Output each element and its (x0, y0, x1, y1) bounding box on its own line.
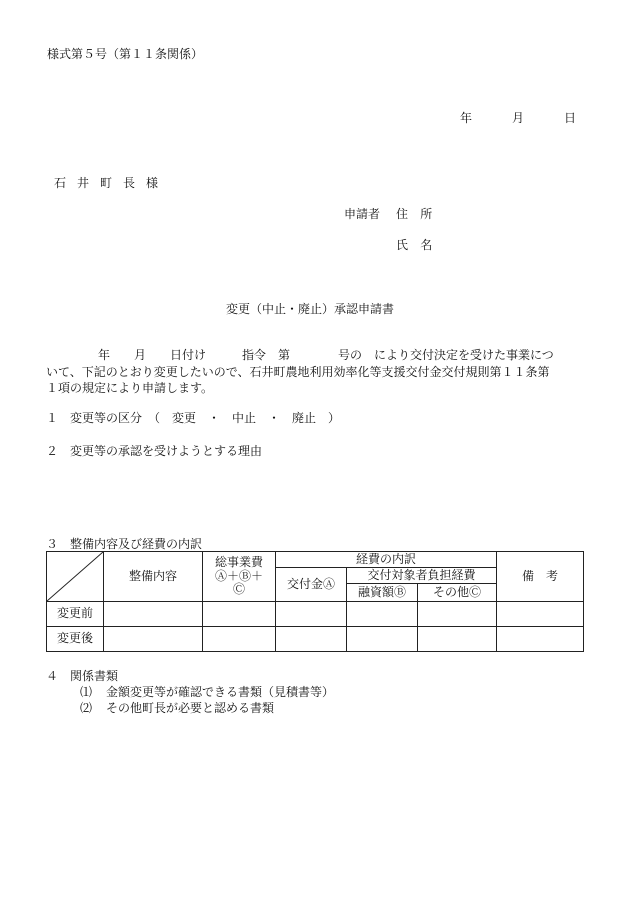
cell-before-other[interactable] (418, 602, 497, 627)
body-line-1: 年 月 日付け 指令 第 号の により交付決定を受けた事業につ (98, 348, 554, 362)
body-line-2: いて、下記のとおり変更したいので、石井町農地利用効率化等支援交付金交付規則第１１条第 (46, 365, 550, 379)
cell-before-content[interactable] (104, 602, 203, 627)
cell-after-remarks[interactable] (497, 627, 584, 652)
section2-reason: ２ 変更等の承認を受けようとする理由 (46, 444, 263, 458)
header-loan: 融資額Ⓑ (347, 584, 418, 602)
diagonal-line (47, 552, 103, 601)
cell-after-loan[interactable] (347, 627, 418, 652)
addressee: 石 井 町 長 様 (54, 176, 162, 190)
cell-after-other[interactable] (418, 627, 497, 652)
row-label-after: 変更後 (47, 627, 104, 652)
header-other: その他Ⓒ (418, 584, 497, 602)
table-corner-cell (47, 552, 104, 602)
cell-after-grant[interactable] (276, 627, 347, 652)
section4-item-1-num: ⑴ (80, 685, 93, 699)
header-content: 整備内容 (104, 552, 203, 602)
cell-before-loan[interactable] (347, 602, 418, 627)
table-row (47, 602, 584, 627)
applicant-name-label: 氏 名 (396, 238, 437, 252)
body-line-3: １項の規定により申請します。 (46, 381, 214, 395)
section4-label: ４ 関係書類 (46, 669, 119, 683)
header-total-line3: Ⓒ (232, 582, 245, 597)
section4-item-1-text: 金額変更等が確認できる書類（見積書等） (106, 685, 335, 699)
cell-before-total[interactable] (203, 602, 276, 627)
section4-item-2-text: その他町長が必要と認める書類 (106, 701, 275, 715)
applicant-label: 申請者 (344, 207, 381, 221)
date-year: 年 (460, 111, 473, 125)
header-remarks: 備 考 (497, 552, 584, 602)
cell-before-grant[interactable] (276, 602, 347, 627)
form-number: 様式第５号（第１１条関係） (47, 47, 204, 61)
header-grant: 交付金Ⓐ (276, 568, 347, 602)
date-month: 月 (512, 111, 525, 125)
header-total (203, 552, 276, 602)
header-burden: 交付対象者負担経費 (347, 568, 497, 584)
row-label-before: 変更前 (47, 602, 104, 627)
header-breakdown: 経費の内訳 (276, 552, 497, 568)
section3-label: ３ 整備内容及び経費の内訳 (46, 537, 203, 551)
budget-table (46, 551, 584, 652)
document-title: 変更（中止・廃止）承認申請書 (226, 302, 395, 316)
section1-change-type: １ 変更等の区分 （ 変更 ・ 中止 ・ 廃止 ） (46, 411, 341, 425)
cell-before-remarks[interactable] (497, 602, 584, 627)
header-total-line1: 総事業費 (214, 554, 263, 569)
cell-after-content[interactable] (104, 627, 203, 652)
date-day: 日 (564, 111, 577, 125)
section4-item-2-num: ⑵ (80, 701, 93, 715)
cell-after-total[interactable] (203, 627, 276, 652)
table-row (47, 627, 584, 652)
header-total-line2: Ⓐ＋Ⓑ＋ (214, 568, 263, 583)
applicant-address-label: 住 所 (396, 207, 437, 221)
